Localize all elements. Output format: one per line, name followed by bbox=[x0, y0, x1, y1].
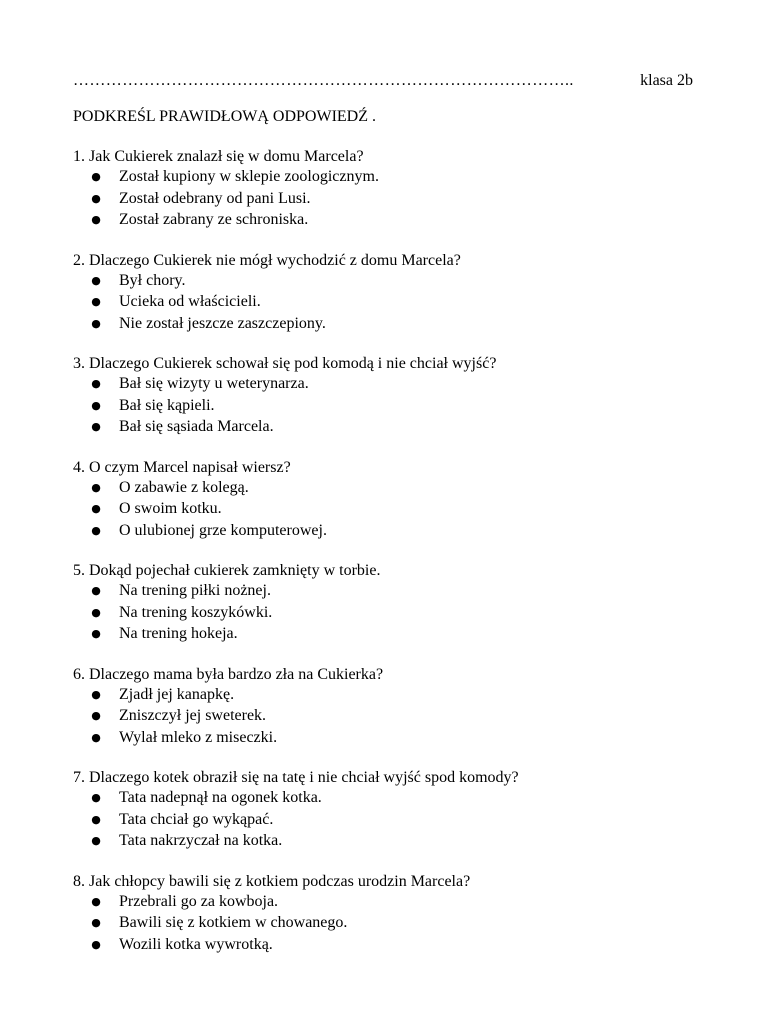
bullet-icon: ● bbox=[91, 295, 101, 308]
answer-text: O swoim kotku. bbox=[119, 500, 222, 517]
question-3 bbox=[73, 353, 713, 439]
answer-text: Wylał mleko z miseczki. bbox=[119, 728, 278, 746]
answer-option[interactable] bbox=[73, 396, 713, 418]
bullet-icon: ● bbox=[91, 730, 101, 744]
answer-option[interactable] bbox=[73, 831, 713, 853]
answer-text: Bawili się z kotkiem w chowanego. bbox=[119, 914, 348, 931]
answer-option[interactable] bbox=[73, 624, 713, 646]
answer-list bbox=[73, 581, 713, 646]
bullet-icon: ● bbox=[91, 502, 101, 515]
answer-text: Został odebrany od pani Lusi. bbox=[119, 189, 311, 207]
answer-option[interactable] bbox=[73, 374, 713, 396]
question-text: 6. Dlaczego mama była bardzo zła na Cukierka? bbox=[73, 665, 384, 683]
bullet-icon: ● bbox=[91, 834, 101, 847]
question-text: 2. Dlaczego Cukierek nie mógł wychodzić z domu Marcela? bbox=[73, 251, 461, 269]
bullet-icon: ● bbox=[91, 916, 101, 929]
answer-text: Ucieka od właścicieli. bbox=[119, 293, 261, 310]
answer-option[interactable] bbox=[73, 478, 713, 500]
question-list bbox=[73, 146, 713, 974]
answer-option[interactable] bbox=[73, 189, 713, 211]
bullet-icon: ● bbox=[91, 480, 101, 494]
answer-text: Tata chciał go wykąpać. bbox=[119, 810, 274, 828]
answer-option[interactable] bbox=[73, 706, 713, 728]
question-text: 5. Dokąd pojechał cukierek zamknięty w torbie. bbox=[73, 562, 381, 579]
question-6 bbox=[73, 664, 713, 750]
answer-option[interactable] bbox=[73, 271, 713, 293]
bullet-icon: ● bbox=[91, 398, 101, 412]
answer-text: Został kupiony w sklepie zoologicznym. bbox=[119, 168, 379, 185]
question-8 bbox=[73, 871, 713, 957]
answer-list bbox=[73, 685, 713, 750]
bullet-icon: ● bbox=[91, 709, 101, 722]
bullet-icon: ● bbox=[91, 420, 101, 433]
answer-list bbox=[73, 271, 713, 336]
answer-option[interactable] bbox=[73, 788, 713, 810]
bullet-icon: ● bbox=[91, 191, 101, 205]
bullet-icon: ● bbox=[91, 523, 101, 537]
bullet-icon: ● bbox=[91, 894, 101, 908]
bullet-icon: ● bbox=[91, 791, 101, 804]
answer-option[interactable] bbox=[73, 417, 713, 439]
answer-option[interactable] bbox=[73, 892, 713, 914]
answer-text: Bał się sąsiada Marcela. bbox=[119, 418, 274, 435]
bullet-icon: ● bbox=[91, 812, 101, 826]
answer-list bbox=[73, 478, 713, 543]
question-2 bbox=[73, 250, 713, 336]
question-text: 8. Jak chłopcy bawili się z kotkiem podczas urodzin Marcela? bbox=[73, 872, 471, 890]
answer-text: Był chory. bbox=[119, 271, 186, 289]
answer-text: Zniszczył jej sweterek. bbox=[119, 707, 267, 724]
answer-option[interactable] bbox=[73, 728, 713, 750]
header-line bbox=[73, 70, 693, 92]
answer-option[interactable] bbox=[73, 685, 713, 707]
answer-option[interactable] bbox=[73, 292, 713, 314]
answer-option[interactable] bbox=[73, 210, 713, 232]
answer-option[interactable] bbox=[73, 603, 713, 625]
question-text: 1. Jak Cukierek znalazł się w domu Marcela? bbox=[73, 148, 364, 165]
bullet-icon: ● bbox=[91, 213, 101, 226]
bullet-icon: ● bbox=[91, 273, 101, 287]
answer-option[interactable] bbox=[73, 913, 713, 935]
answer-option[interactable] bbox=[73, 167, 713, 189]
bullet-icon: ● bbox=[91, 605, 101, 619]
answer-option[interactable] bbox=[73, 935, 713, 957]
answer-text: Na trening hokeja. bbox=[119, 625, 238, 642]
answer-option[interactable] bbox=[73, 499, 713, 521]
bullet-icon: ● bbox=[91, 627, 101, 640]
name-dotted-line: ……………………………………………………………………………….. bbox=[73, 72, 574, 89]
answer-option[interactable] bbox=[73, 581, 713, 603]
class-label: klasa 2b bbox=[640, 72, 693, 89]
answer-text: Tata nadepnął na ogonek kotka. bbox=[119, 789, 322, 806]
question-text: 4. O czym Marcel napisał wiersz? bbox=[73, 458, 291, 476]
bullet-icon: ● bbox=[91, 937, 101, 951]
question-1 bbox=[73, 146, 713, 232]
answer-list bbox=[73, 892, 713, 957]
question-text: 3. Dlaczego Cukierek schował się pod komodą i nie chciał wyjść? bbox=[73, 355, 497, 372]
answer-option[interactable] bbox=[73, 521, 713, 543]
question-4 bbox=[73, 457, 713, 543]
bullet-icon: ● bbox=[91, 377, 101, 390]
question-text: 7. Dlaczego kotek obraził się na tatę i nie chciał wyjść spod komody? bbox=[73, 769, 519, 786]
bullet-icon: ● bbox=[91, 584, 101, 597]
answer-text: Na trening piłki nożnej. bbox=[119, 582, 271, 599]
answer-text: Zjadł jej kanapkę. bbox=[119, 685, 235, 703]
answer-list bbox=[73, 788, 713, 853]
answer-option[interactable] bbox=[73, 810, 713, 832]
answer-list bbox=[73, 374, 713, 439]
answer-text: Został zabrany ze schroniska. bbox=[119, 211, 309, 228]
answer-text: Tata nakrzyczał na kotka. bbox=[119, 832, 283, 849]
answer-text: Na trening koszykówki. bbox=[119, 603, 273, 621]
answer-text: O ulubionej grze komputerowej. bbox=[119, 521, 327, 539]
question-5 bbox=[73, 560, 713, 646]
bullet-icon: ● bbox=[91, 170, 101, 183]
answer-text: Bał się kąpieli. bbox=[119, 396, 215, 414]
answer-text: Bał się wizyty u weterynarza. bbox=[119, 375, 309, 392]
answer-list bbox=[73, 167, 713, 232]
answer-text: Przebrali go za kowboja. bbox=[119, 892, 279, 910]
question-7 bbox=[73, 767, 713, 853]
answer-text: O zabawie z kolegą. bbox=[119, 478, 249, 496]
bullet-icon: ● bbox=[91, 687, 101, 701]
answer-text: Wozili kotka wywrotką. bbox=[119, 935, 273, 953]
answer-text: Nie został jeszcze zaszczepiony. bbox=[119, 314, 326, 332]
answer-option[interactable] bbox=[73, 314, 713, 336]
instruction-heading: PODKREŚL PRAWIDŁOWĄ ODPOWIEDŹ . bbox=[73, 108, 376, 125]
bullet-icon: ● bbox=[91, 316, 101, 330]
